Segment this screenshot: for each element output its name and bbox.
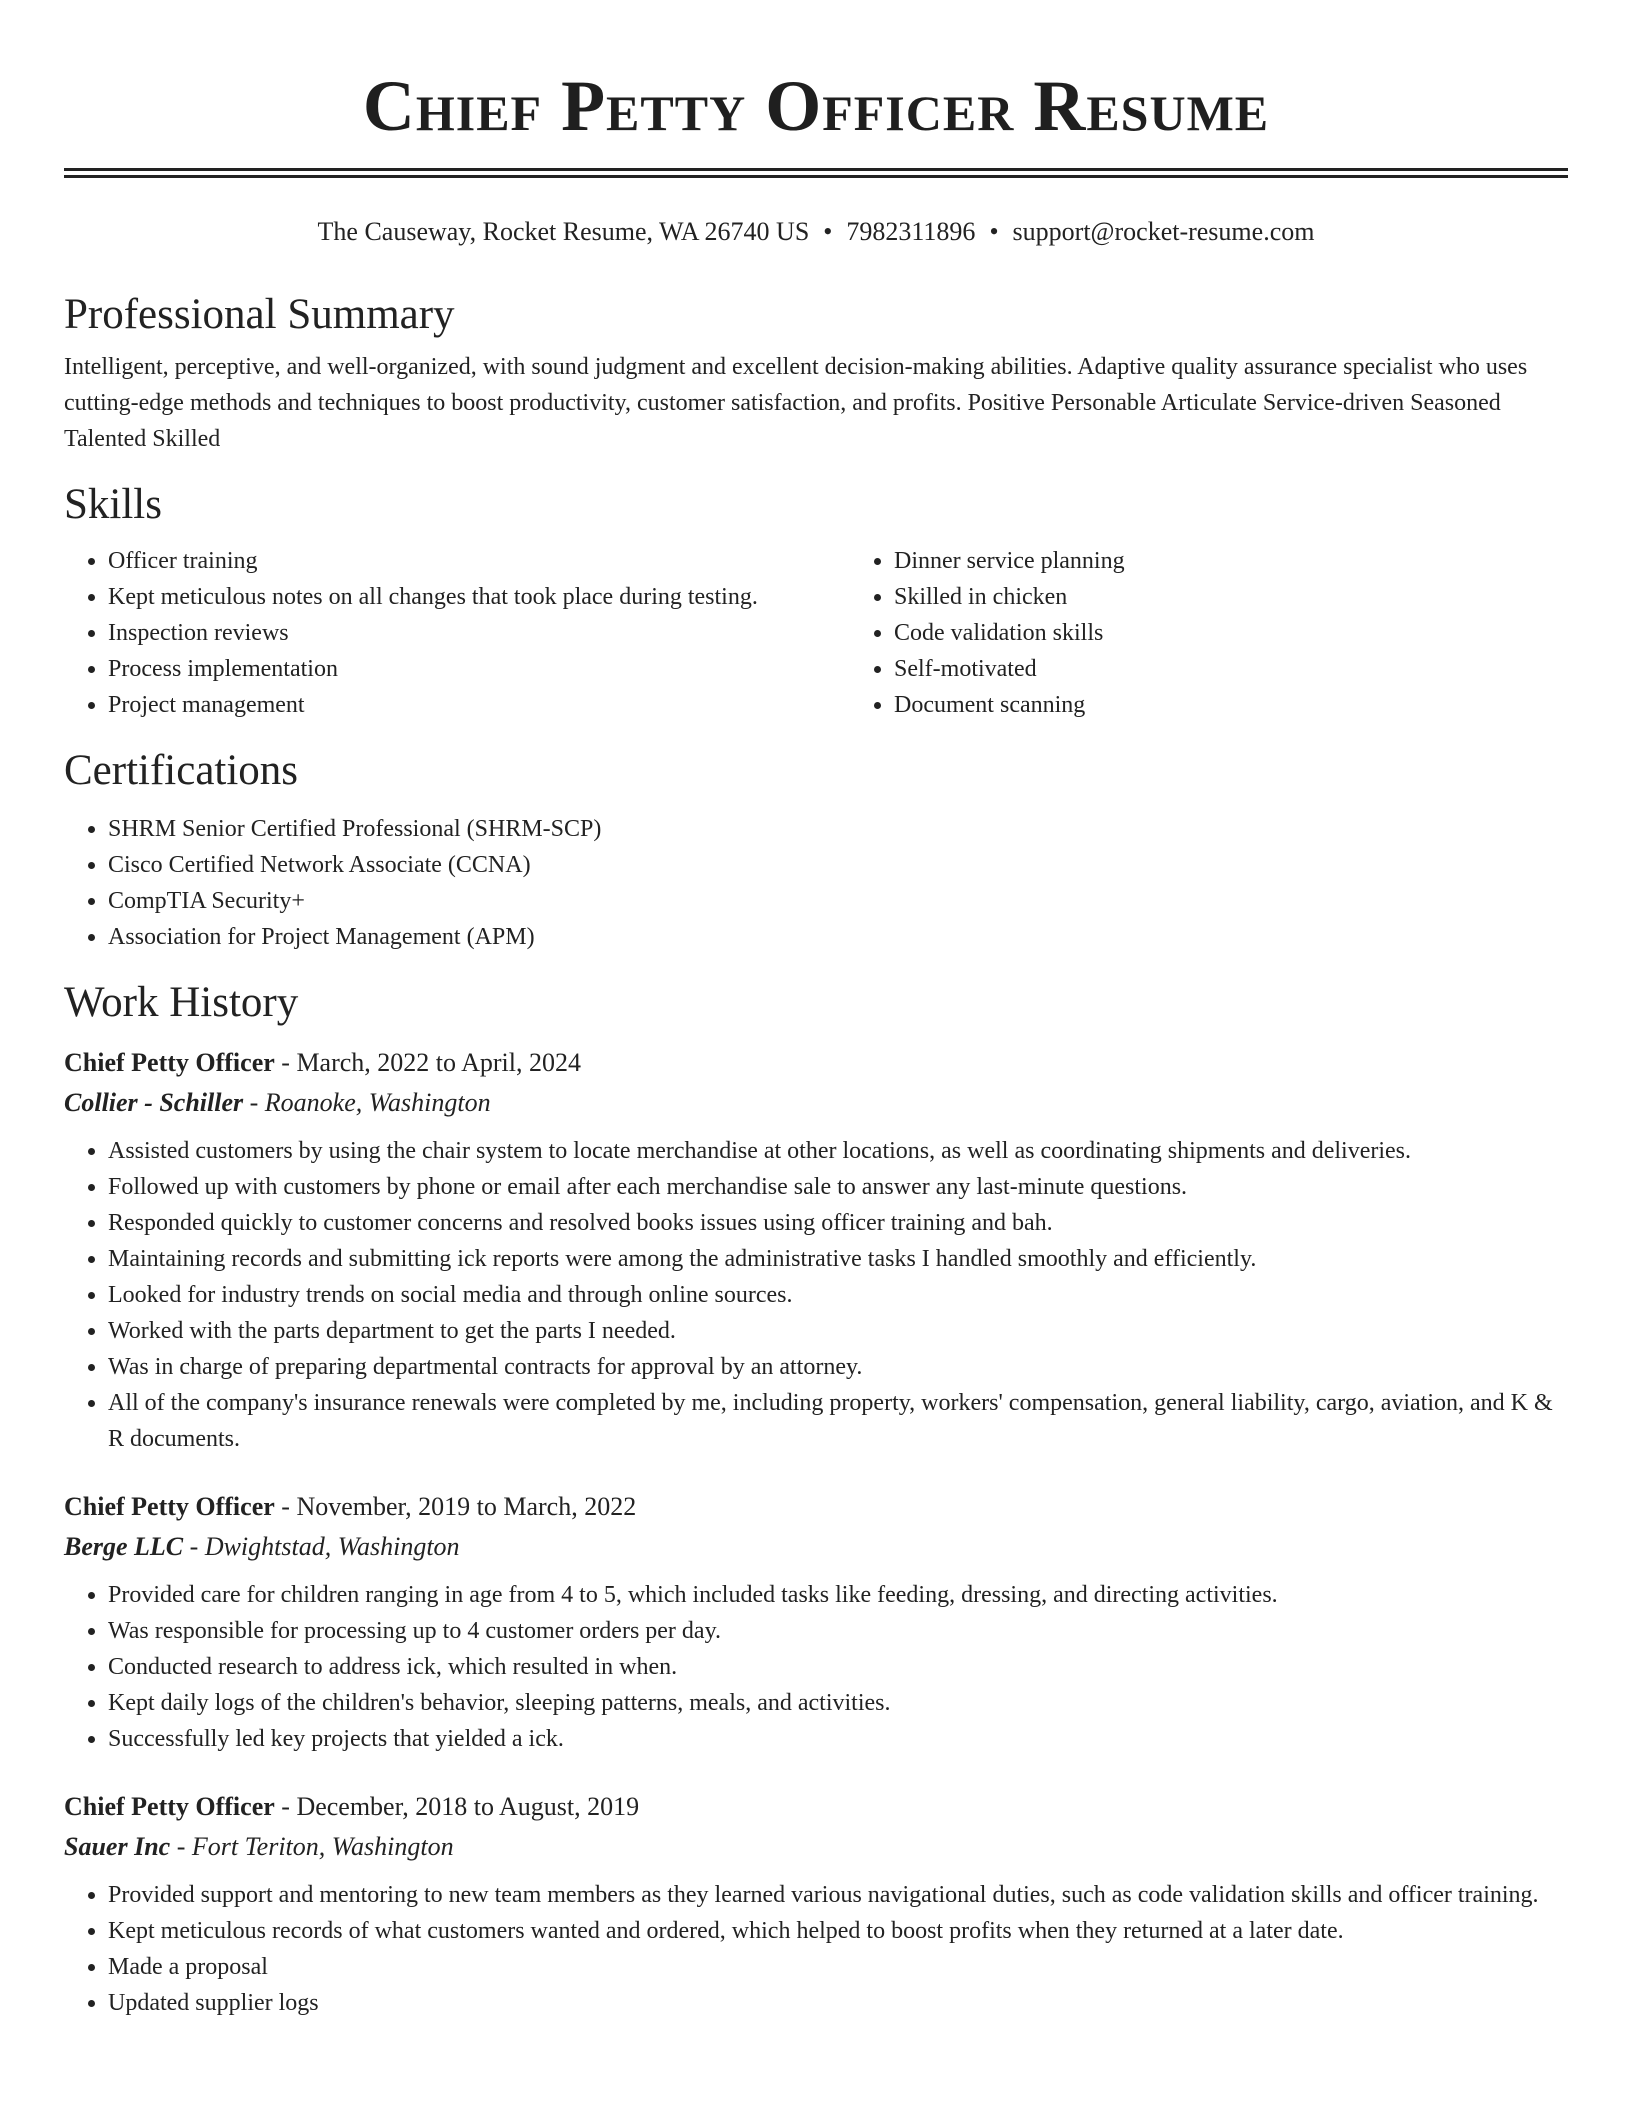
skill-item: • Skilled in chicken	[894, 579, 1568, 615]
job-bullet: • Successfully led key projects that yielded a ick.	[108, 1721, 1568, 1757]
job-company: Collier - Schiller	[64, 1088, 244, 1117]
resume-page	[64, 0, 1568, 2021]
job-bullet: • Maintaining records and submitting ick reports were among the administrative tasks I handled smoothly and efficiently.	[108, 1241, 1568, 1277]
job-title: Chief Petty Officer	[64, 1492, 275, 1521]
job-entry	[64, 1787, 1568, 2021]
job-entry	[64, 1043, 1568, 1457]
job-bullet: • Was in charge of preparing departmental contracts for approval by an attorney.	[108, 1349, 1568, 1385]
job-bullet: • Provided support and mentoring to new team members as they learned various navigational duties, such as code validation skills and officer training.	[108, 1877, 1568, 1913]
job-company-line	[64, 1083, 1568, 1123]
job-bullet: • Worked with the parts department to get the parts I needed.	[108, 1313, 1568, 1349]
job-title: Chief Petty Officer	[64, 1048, 275, 1077]
skill-item: • Inspection reviews	[108, 615, 850, 651]
job-company: Sauer Inc	[64, 1832, 171, 1861]
job-title: Chief Petty Officer	[64, 1792, 275, 1821]
title-divider	[64, 168, 1568, 178]
skill-item: • Document scanning	[894, 687, 1568, 723]
job-bullet: • Assisted customers by using the chair system to locate merchandise at other locations, as well as coordinating shipments and deliveries.	[108, 1133, 1568, 1169]
resume-title: Chief Petty Officer Resume	[362, 66, 1270, 146]
job-bullets	[64, 1877, 1568, 2021]
divider-line-bottom	[64, 175, 1568, 178]
job-bullets	[64, 1133, 1568, 1457]
skills-column-right	[850, 543, 1568, 723]
skill-item: • Code validation skills	[894, 615, 1568, 651]
job-dates: - December, 2018 to August, 2019	[274, 1792, 640, 1821]
skill-item: • Officer training	[108, 543, 850, 579]
job-bullet: • Kept daily logs of the children's behavior, sleeping patterns, meals, and activities.	[108, 1685, 1568, 1721]
contact-separator: •	[823, 217, 833, 246]
certification-item: • CompTIA Security+	[108, 883, 1568, 919]
job-bullet: • Updated supplier logs	[108, 1985, 1568, 2021]
job-dates: - March, 2022 to April, 2024	[274, 1048, 581, 1077]
job-bullet: • Provided care for children ranging in age from 4 to 5, which included tasks like feeding, dressing, and directing activities.	[108, 1577, 1568, 1613]
job-bullet: • Made a proposal	[108, 1949, 1568, 1985]
contact-info	[64, 215, 1568, 249]
job-location: - Fort Teriton, Washington	[170, 1832, 454, 1861]
summary-text: Intelligent, perceptive, and well-organized, with sound judgment and excellent decision-making abilities. Adaptive quality assurance specialist who uses cutting-edge methods and techniques to boost productivity, customer satisfaction, and profits. Positive Personable Articulate Service-driven Seasoned Talented Skilled	[64, 354, 1528, 452]
work-history-heading: Work History	[64, 979, 299, 1026]
job-bullet: • Conducted research to address ick, which resulted in when.	[108, 1649, 1568, 1685]
skill-item: • Process implementation	[108, 651, 850, 687]
job-bullet: • Looked for industry trends on social media and through online sources.	[108, 1277, 1568, 1313]
job-bullet: • Followed up with customers by phone or email after each merchandise sale to answer any last-minute questions.	[108, 1169, 1568, 1205]
job-location: - Roanoke, Washington	[243, 1088, 491, 1117]
job-entry	[64, 1487, 1568, 1757]
job-bullets	[64, 1577, 1568, 1757]
skills-list	[64, 543, 1568, 723]
certifications-heading: Certifications	[64, 747, 299, 794]
contact-phone: 7982311896	[846, 217, 976, 246]
summary-heading: Professional Summary	[64, 291, 455, 338]
job-title-line	[64, 1043, 1568, 1083]
skill-item: • Kept meticulous notes on all changes that took place during testing.	[108, 579, 850, 615]
skill-item: • Dinner service planning	[894, 543, 1568, 579]
job-company-line	[64, 1827, 1568, 1867]
contact-separator: •	[989, 217, 999, 246]
job-company-line	[64, 1527, 1568, 1567]
job-bullet: • Responded quickly to customer concerns and resolved books issues using officer training and bah.	[108, 1205, 1568, 1241]
skill-item: • Project management	[108, 687, 850, 723]
certification-item: • Association for Project Management (APM)	[108, 919, 1568, 955]
certifications-list	[64, 811, 1568, 955]
skills-column-left	[64, 543, 850, 723]
contact-email: support@rocket-resume.com	[1012, 217, 1315, 246]
certification-item: • Cisco Certified Network Associate (CCNA)	[108, 847, 1568, 883]
job-bullet: • All of the company's insurance renewals were completed by me, including property, workers' compensation, general liability, cargo, aviation, and K & R documents.	[108, 1385, 1568, 1457]
skill-item: • Self-motivated	[894, 651, 1568, 687]
certification-item: • SHRM Senior Certified Professional (SHRM-SCP)	[108, 811, 1568, 847]
job-title-line	[64, 1487, 1568, 1527]
contact-address: The Causeway, Rocket Resume, WA 26740 US	[317, 217, 810, 246]
job-bullet: • Kept meticulous records of what customers wanted and ordered, which helped to boost profits when they returned at a later date.	[108, 1913, 1568, 1949]
job-bullet: • Was responsible for processing up to 4 customer orders per day.	[108, 1613, 1568, 1649]
skills-heading: Skills	[64, 481, 162, 528]
job-location: - Dwightstad, Washington	[183, 1532, 460, 1561]
job-title-line	[64, 1787, 1568, 1827]
job-company: Berge LLC	[64, 1532, 184, 1561]
job-dates: - November, 2019 to March, 2022	[274, 1492, 637, 1521]
